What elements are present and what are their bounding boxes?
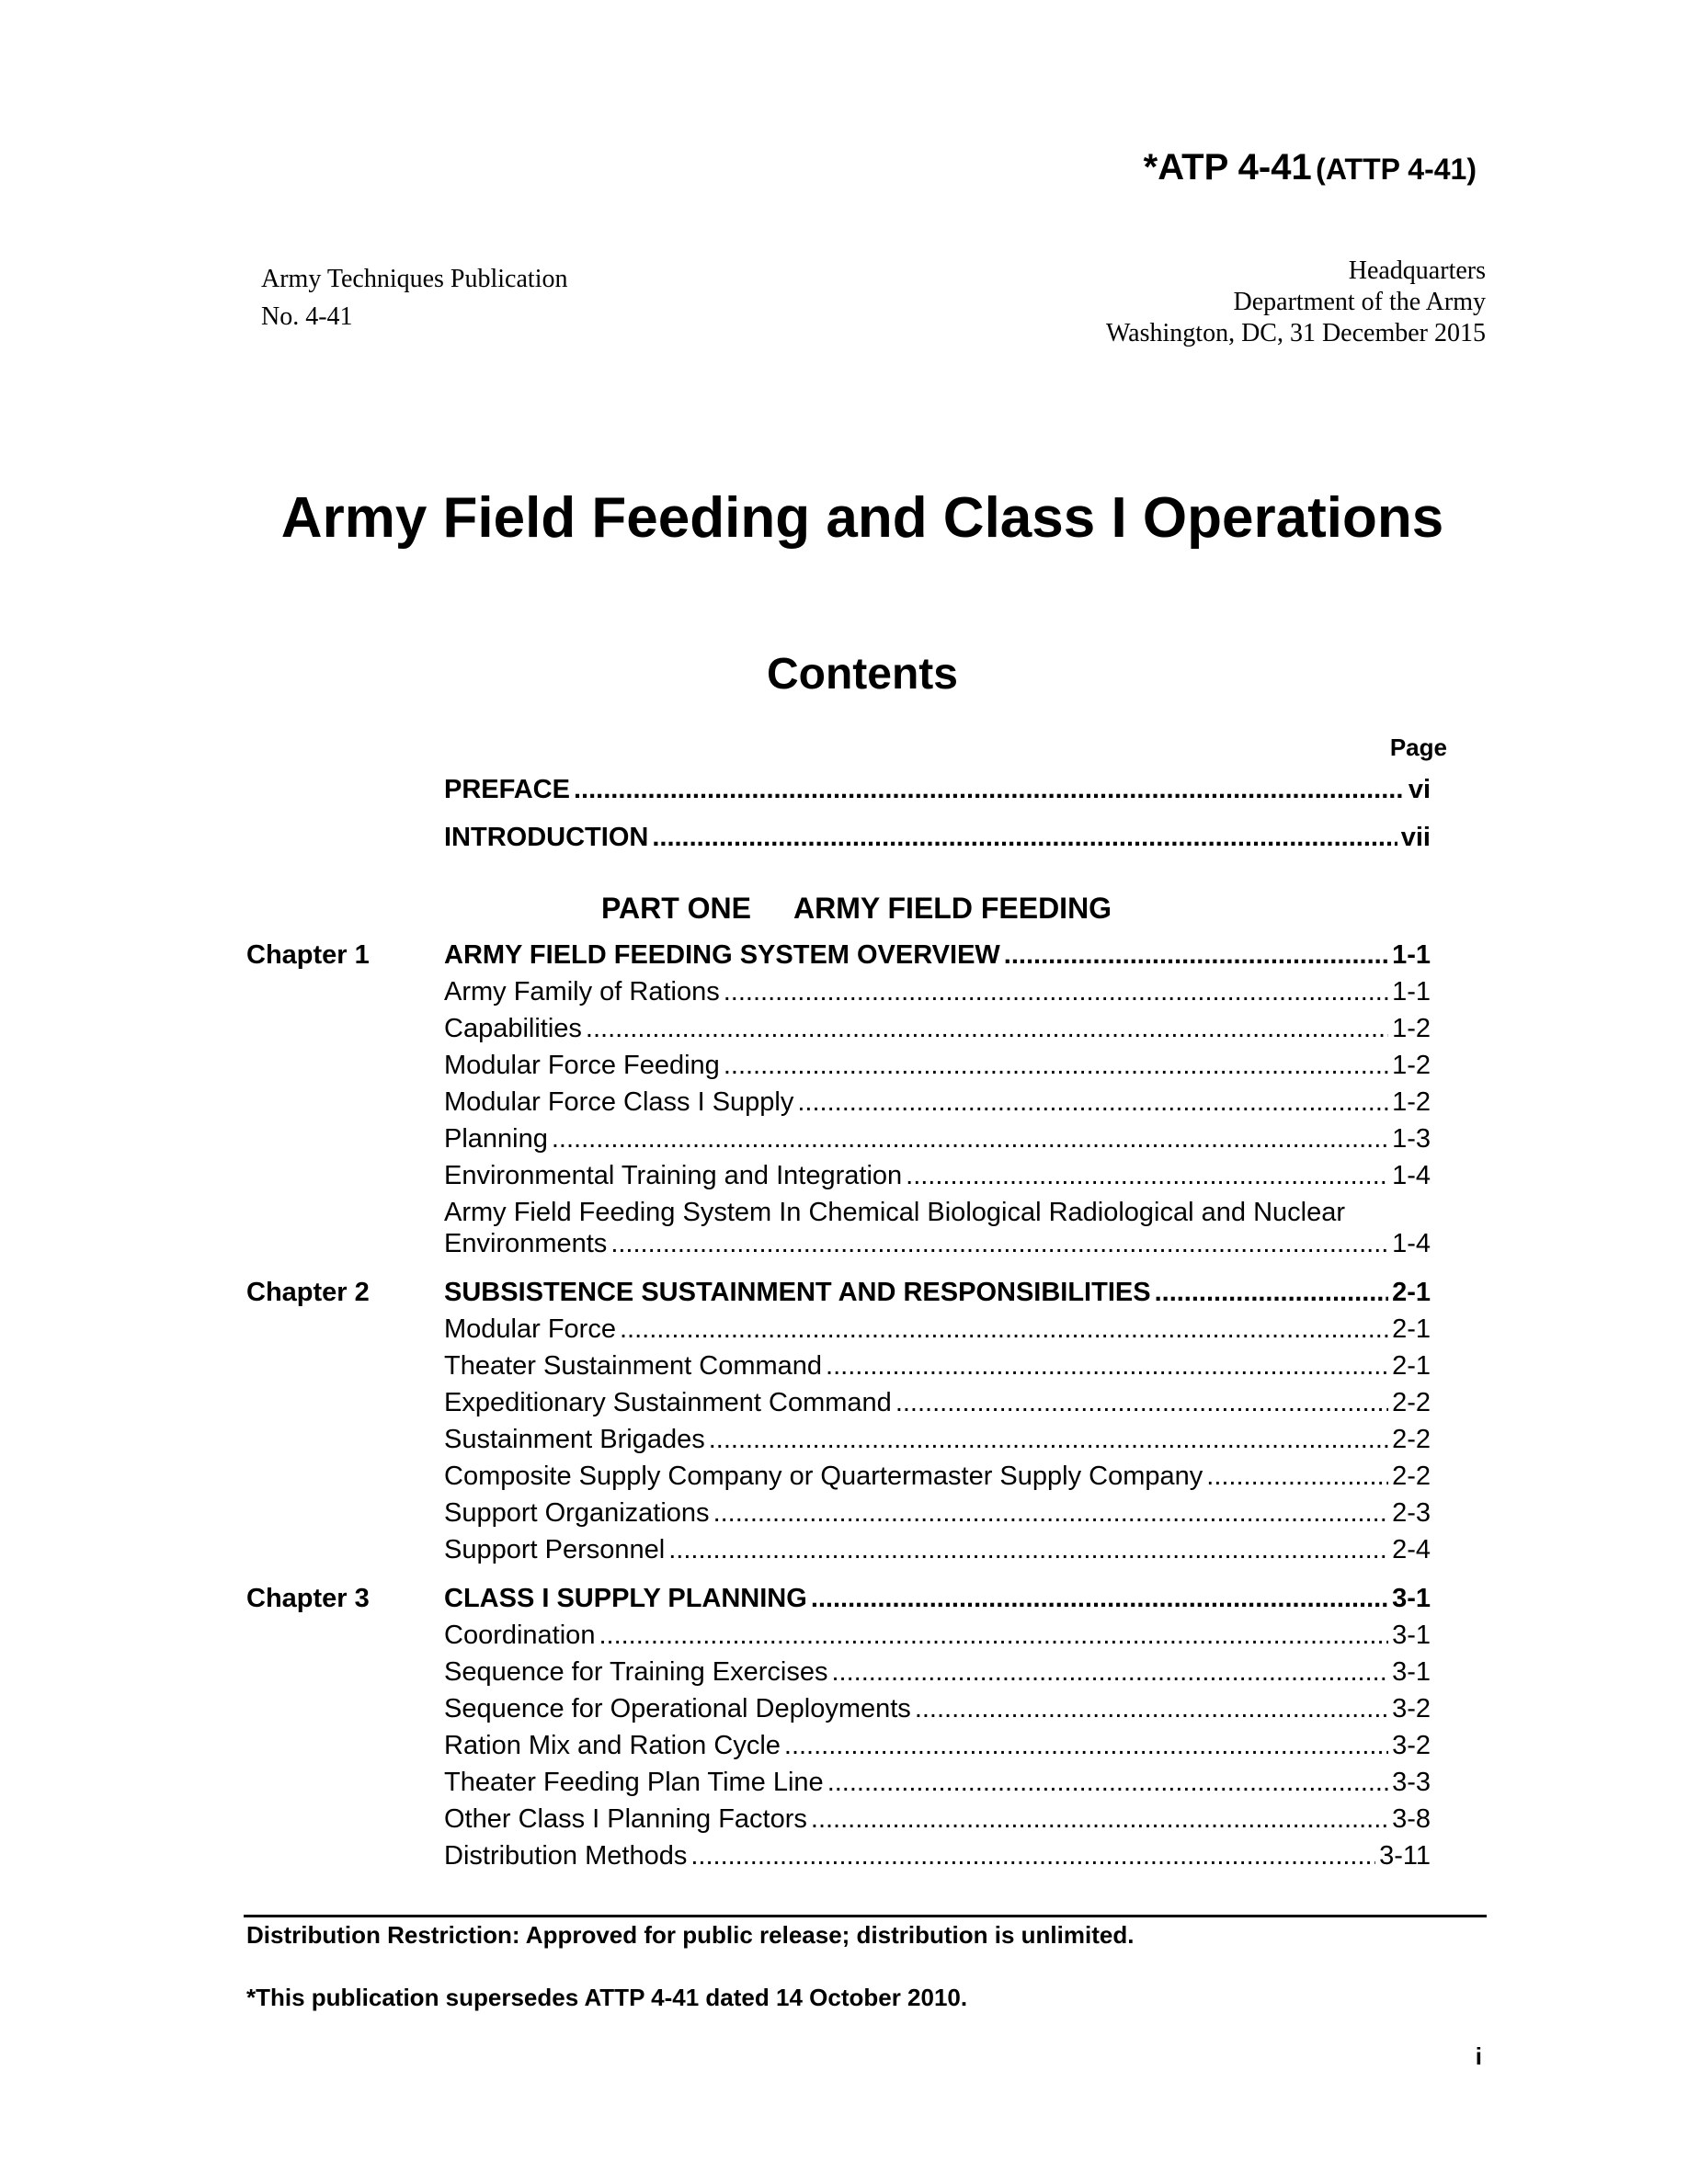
- toc-entry-title: Sustainment Brigades: [444, 1425, 705, 1454]
- toc-entry-page: 3-3: [1392, 1768, 1431, 1797]
- toc-entry-title: Capabilities: [444, 1014, 582, 1043]
- document-id-main: *ATP 4-41: [1143, 147, 1312, 188]
- toc-entry-title: Support Personnel: [444, 1535, 666, 1564]
- toc-entry[interactable]: [444, 1656, 1431, 1688]
- dot-leader: [895, 1387, 1388, 1418]
- dot-leader: [586, 1013, 1388, 1044]
- chapter-label: Chapter 2: [246, 1278, 370, 1307]
- toc-entry-page: 1-4: [1392, 1161, 1431, 1190]
- footer-divider: [244, 1915, 1487, 1917]
- toc-entry-page: 3-1: [1392, 1657, 1431, 1687]
- toc-entry-title: Expeditionary Sustainment Command: [444, 1388, 892, 1417]
- part-label: PART ONE: [601, 892, 751, 925]
- toc-entry-introduction[interactable]: [444, 822, 1431, 853]
- publication-number-block: [261, 260, 567, 336]
- toc-entry-page: vi: [1408, 775, 1431, 804]
- toc-entry-page: 2-2: [1392, 1462, 1431, 1491]
- dot-leader: [610, 1228, 1388, 1259]
- toc-entry-title: Planning: [444, 1124, 548, 1154]
- toc-entry[interactable]: [444, 1086, 1431, 1118]
- toc-entry[interactable]: [444, 1160, 1431, 1191]
- dot-leader: [1155, 1277, 1389, 1308]
- toc-entry-page: 1-2: [1392, 1051, 1431, 1080]
- toc-entry[interactable]: [444, 1767, 1431, 1798]
- toc-entry-page: 2-3: [1392, 1498, 1431, 1528]
- dot-leader: [724, 1050, 1388, 1081]
- headquarters-label: Headquarters: [1348, 256, 1486, 285]
- toc-entry[interactable]: [444, 1803, 1431, 1835]
- document-id-superseded: (ATTP 4-41): [1316, 153, 1477, 186]
- toc-entry-title: Coordination: [444, 1621, 596, 1650]
- toc-chapter-heading[interactable]: [444, 1583, 1431, 1614]
- toc-entry-title: Modular Force Feeding: [444, 1051, 720, 1080]
- dot-leader: [827, 1767, 1388, 1798]
- toc-entry[interactable]: [444, 1840, 1431, 1871]
- toc-entry-preface[interactable]: [444, 774, 1431, 805]
- chapter-label: Chapter 1: [246, 940, 370, 970]
- dot-leader: [668, 1534, 1388, 1565]
- toc-entry-page: 1-4: [1392, 1229, 1431, 1258]
- toc-entry-page: 3-2: [1392, 1694, 1431, 1723]
- page-column-label: Page: [1389, 734, 1447, 761]
- toc-entry[interactable]: [444, 1013, 1431, 1044]
- toc-entry-page: 2-2: [1392, 1388, 1431, 1417]
- toc-entry[interactable]: [444, 1497, 1431, 1529]
- toc-entry-page: 3-1: [1392, 1621, 1431, 1650]
- toc-entry-title: Theater Sustainment Command: [444, 1351, 823, 1381]
- department-label: Department of the Army: [1233, 288, 1486, 316]
- dot-leader: [826, 1350, 1388, 1382]
- headquarters-block: [1106, 256, 1486, 349]
- toc-entry-page: 2-1: [1392, 1314, 1431, 1344]
- toc-entry-title: Other Class I Planning Factors: [444, 1804, 807, 1834]
- toc-entry[interactable]: [444, 1424, 1431, 1455]
- toc-entry[interactable]: [444, 1350, 1431, 1382]
- toc-entry-title: Theater Feeding Plan Time Line: [444, 1768, 824, 1797]
- toc-entry-page: vii: [1400, 823, 1431, 852]
- toc-entry-page: 2-1: [1392, 1351, 1431, 1381]
- toc-entry-page: 2-2: [1392, 1425, 1431, 1454]
- toc-chapter-heading[interactable]: [444, 939, 1431, 971]
- toc-entry-title: Support Organizations: [444, 1498, 710, 1528]
- toc-entry-page: 1-3: [1392, 1124, 1431, 1154]
- toc-chapter-heading[interactable]: [444, 1277, 1431, 1308]
- dot-leader: [552, 1123, 1388, 1155]
- document-id: [1144, 147, 1477, 188]
- toc-entry-title: Modular Force Class I Supply: [444, 1087, 794, 1117]
- toc-entry[interactable]: [444, 1461, 1431, 1492]
- toc-entry-page: 3-2: [1392, 1731, 1431, 1760]
- location-date: Washington, DC, 31 December 2015: [1106, 319, 1486, 347]
- part-title: ARMY FIELD FEEDING: [793, 892, 1112, 925]
- toc-entry-title: Sequence for Operational Deployments: [444, 1694, 911, 1723]
- dot-leader: [724, 976, 1388, 1007]
- toc-entry-title: Army Family of Rations: [444, 977, 720, 1007]
- toc-entry[interactable]: [444, 976, 1431, 1007]
- toc-entry-title-line1[interactable]: Army Field Feeding System In Chemical Biological Radiological and Nuclear: [444, 1198, 1345, 1227]
- toc-entry-title: Ration Mix and Ration Cycle: [444, 1731, 781, 1760]
- dot-leader: [599, 1620, 1388, 1651]
- toc-entry-page: 1-2: [1392, 1087, 1431, 1117]
- toc-entry-title: SUBSISTENCE SUSTAINMENT AND RESPONSIBILITIES: [444, 1278, 1151, 1307]
- contents-heading: Contents: [767, 650, 958, 699]
- toc-entry-title: Composite Supply Company or Quartermaster Supply Company: [444, 1462, 1203, 1491]
- toc-entry-title: ARMY FIELD FEEDING SYSTEM OVERVIEW: [444, 940, 1000, 970]
- toc-entry[interactable]: [444, 1620, 1431, 1651]
- toc-entry-title: Environments: [444, 1229, 608, 1258]
- dot-leader: [797, 1086, 1388, 1118]
- dot-leader: [709, 1424, 1388, 1455]
- toc-entry-page: 3-11: [1379, 1841, 1431, 1871]
- toc-entry-title: Modular Force: [444, 1314, 616, 1344]
- toc-entry-title: Distribution Methods: [444, 1841, 688, 1871]
- distribution-restriction: Distribution Restriction: Approved for public release; distribution is unlimited.: [246, 1921, 1135, 1949]
- toc-entry-title: Sequence for Training Exercises: [444, 1657, 828, 1687]
- dot-leader: [574, 774, 1405, 805]
- toc-entry[interactable]: [444, 1314, 1431, 1345]
- toc-entry[interactable]: [444, 1228, 1431, 1259]
- page-number: i: [1475, 2042, 1482, 2070]
- toc-entry-page: 3-8: [1392, 1804, 1431, 1834]
- publication-type: Army Techniques Publication: [261, 265, 568, 293]
- toc-entry-title: CLASS I SUPPLY PLANNING: [444, 1584, 807, 1613]
- dot-leader: [811, 1803, 1388, 1835]
- dot-leader: [713, 1497, 1389, 1529]
- toc-entry-page: 1-2: [1392, 1014, 1431, 1043]
- dot-leader: [906, 1160, 1388, 1191]
- toc-entry-title: Environmental Training and Integration: [444, 1161, 903, 1190]
- dot-leader: [811, 1583, 1388, 1614]
- toc-entry-page: 2-4: [1392, 1535, 1431, 1564]
- part-heading: [601, 892, 1112, 926]
- publication-number: No. 4-41: [261, 302, 353, 331]
- dot-leader: [652, 822, 1397, 853]
- toc-entry[interactable]: [444, 1123, 1431, 1155]
- toc-entry[interactable]: [444, 1730, 1431, 1761]
- toc-entry-page: 2-1: [1392, 1278, 1431, 1307]
- chapter-label: Chapter 3: [246, 1584, 370, 1613]
- dot-leader: [784, 1730, 1388, 1761]
- toc-entry[interactable]: [444, 1534, 1431, 1565]
- dot-leader: [832, 1656, 1389, 1688]
- toc-entry[interactable]: [444, 1387, 1431, 1418]
- toc-entry-title: PREFACE: [444, 775, 570, 804]
- dot-leader: [1206, 1461, 1388, 1492]
- toc-entry-page: 1-1: [1392, 940, 1431, 970]
- dot-leader: [1004, 939, 1388, 971]
- toc-entry-page: 3-1: [1392, 1584, 1431, 1613]
- dot-leader: [915, 1693, 1388, 1724]
- supersedes-notice: *This publication supersedes ATTP 4-41 dated 14 October 2010.: [246, 1984, 968, 2011]
- document-title: Army Field Feeding and Class I Operations: [280, 486, 1444, 550]
- dot-leader: [620, 1314, 1388, 1345]
- toc-entry[interactable]: [444, 1050, 1431, 1081]
- toc-entry-title: INTRODUCTION: [444, 823, 649, 852]
- dot-leader: [690, 1840, 1375, 1871]
- toc-entry-page: 1-1: [1392, 977, 1431, 1007]
- toc-entry[interactable]: [444, 1693, 1431, 1724]
